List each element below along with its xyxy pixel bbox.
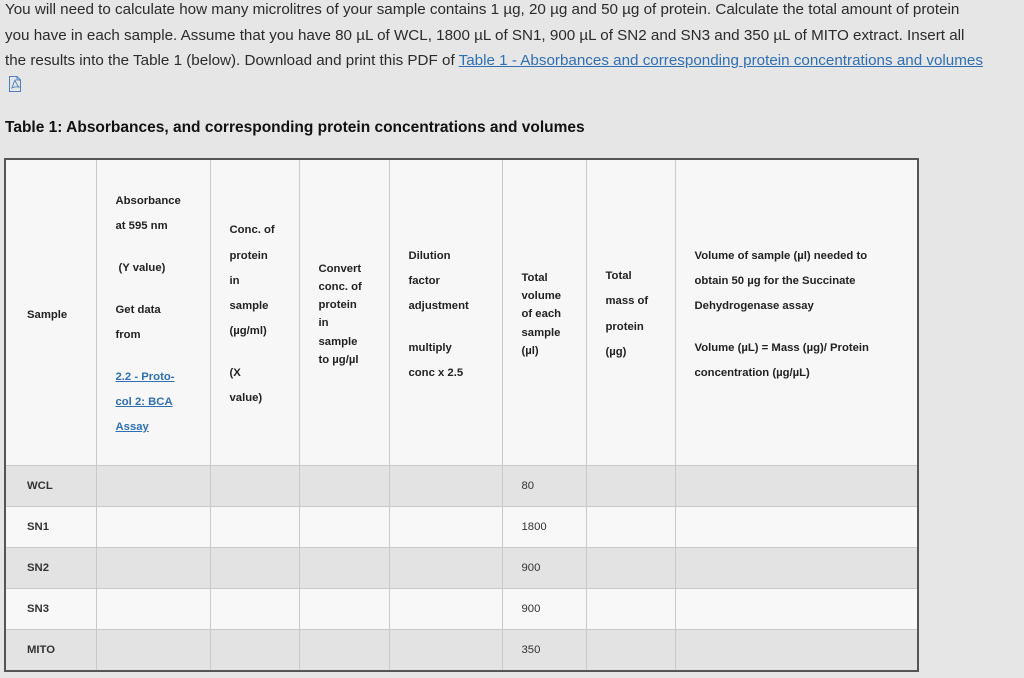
dilution-cell[interactable] <box>389 548 502 589</box>
pdf-file-icon[interactable] <box>8 76 22 92</box>
absorbance-cell[interactable] <box>96 589 210 630</box>
header-conc-line: (µg/ml) <box>229 325 267 337</box>
header-total-mass-line: mass of <box>605 295 649 307</box>
conc-cell[interactable] <box>210 466 299 507</box>
header-sample <box>5 159 96 466</box>
header-convert-line: Convert <box>318 263 362 275</box>
header-total-volume <box>502 159 586 466</box>
header-total-mass-line: Total <box>605 270 632 282</box>
dilution-cell[interactable] <box>389 630 502 672</box>
header-total-mass-line: protein <box>605 321 644 333</box>
total-mass-cell[interactable] <box>586 630 675 672</box>
header-absorbance-line: from <box>115 329 141 341</box>
header-row <box>5 159 918 466</box>
convert-cell[interactable] <box>299 548 389 589</box>
conc-cell[interactable] <box>210 589 299 630</box>
convert-cell[interactable] <box>299 589 389 630</box>
header-conc-line: protein <box>229 250 268 262</box>
volume-needed-cell[interactable] <box>675 507 918 548</box>
header-dilution-line: Dilution <box>408 250 451 262</box>
table-caption: Table 1: Absorbances, and corresponding protein concentrations and volumes <box>5 119 585 136</box>
conc-cell[interactable] <box>210 630 299 672</box>
bca-assay-link[interactable]: Assay <box>115 421 149 433</box>
header-volume-needed-line: Volume (µL) = Mass (µg)/ Protein <box>694 342 869 354</box>
dilution-cell[interactable] <box>389 589 502 630</box>
absorbance-cell[interactable] <box>96 466 210 507</box>
convert-cell[interactable] <box>299 466 389 507</box>
total-mass-cell[interactable] <box>586 589 675 630</box>
convert-cell[interactable] <box>299 507 389 548</box>
volume-needed-cell[interactable] <box>675 589 918 630</box>
table-row <box>5 507 918 548</box>
table-row <box>5 466 918 507</box>
header-dilution <box>389 159 502 466</box>
total-mass-cell[interactable] <box>586 507 675 548</box>
absorbance-cell[interactable] <box>96 548 210 589</box>
header-total-mass-line: (µg) <box>605 346 627 358</box>
total-mass-cell[interactable] <box>586 466 675 507</box>
header-absorbance-line: at 595 nm <box>115 220 168 232</box>
header-absorbance-line: (Y value) <box>118 262 166 274</box>
intro-line-3-text: the results into the Table 1 (below). Download and print this PDF of <box>5 52 455 69</box>
sample-cell: SN3 <box>5 589 96 630</box>
dilution-cell[interactable] <box>389 507 502 548</box>
bca-assay-link[interactable]: 2.2 - Proto- <box>115 371 175 383</box>
header-conc-line: value) <box>229 392 263 404</box>
header-convert-line: protein <box>318 299 357 311</box>
header-convert-line: conc. of <box>318 281 362 293</box>
total-mass-cell[interactable] <box>586 548 675 589</box>
header-total-volume-line: (µl) <box>521 345 539 357</box>
absorbance-cell[interactable] <box>96 507 210 548</box>
sample-cell: SN1 <box>5 507 96 548</box>
header-convert-line: in <box>318 317 329 329</box>
sample-cell: MITO <box>5 630 96 672</box>
convert-cell[interactable] <box>299 630 389 672</box>
dilution-cell[interactable] <box>389 466 502 507</box>
header-total-volume-line: sample <box>521 327 561 339</box>
header-dilution-line: factor <box>408 275 440 287</box>
total-volume-cell: 900 <box>502 589 586 630</box>
header-total-volume-line: volume <box>521 290 562 302</box>
protein-table <box>4 158 919 672</box>
header-conc-line: sample <box>229 300 269 312</box>
intro-line-3 <box>5 48 1021 74</box>
header-total-mass <box>586 159 675 466</box>
total-volume-cell: 350 <box>502 630 586 672</box>
total-volume-cell: 80 <box>502 466 586 507</box>
volume-needed-cell[interactable] <box>675 466 918 507</box>
header-volume-needed-line: obtain 50 µg for the Succinate <box>694 275 856 287</box>
header-total-volume-line: of each <box>521 308 562 320</box>
header-sample-label: Sample <box>27 309 68 321</box>
total-volume-cell: 900 <box>502 548 586 589</box>
header-absorbance <box>96 159 210 466</box>
header-conc-line: (X <box>229 367 241 379</box>
bca-assay-link[interactable]: col 2: BCA <box>115 396 173 408</box>
intro-line-1: You will need to calculate how many microlitres of your sample contains 1 µg, 20 µg and 50 µg of protein. Calculate the total amount of protein <box>5 1 960 18</box>
table-row <box>5 548 918 589</box>
intro-line-2: you have in each sample. Assume that you have 80 µL of WCL, 1800 µL of SN1, 900 µL of SN2 and SN3 and 350 µL of MITO extract. Insert all <box>5 26 965 44</box>
header-total-volume-line: Total <box>521 272 548 284</box>
header-volume-needed-line: concentration (µg/µL) <box>694 367 810 379</box>
table-1-pdf-link[interactable]: Table 1 - Absorbances and corresponding protein concentrations and volumes <box>458 52 983 69</box>
header-volume-needed-line: Volume of sample (µl) needed to <box>694 250 868 262</box>
intro-text <box>5 0 1021 74</box>
header-absorbance-line: Get data <box>115 304 161 316</box>
header-convert-line: sample <box>318 336 358 348</box>
volume-needed-cell[interactable] <box>675 548 918 589</box>
header-volume-needed-line: Dehydrogenase assay <box>694 300 814 312</box>
conc-cell[interactable] <box>210 507 299 548</box>
header-absorbance-line: Absorbance <box>115 195 181 207</box>
header-convert-line: to µg/µl <box>318 354 359 366</box>
header-convert <box>299 159 389 466</box>
header-conc-line: Conc. of <box>229 224 275 236</box>
sample-cell: WCL <box>5 466 96 507</box>
table-row <box>5 630 918 672</box>
sample-cell: SN2 <box>5 548 96 589</box>
header-dilution-line: adjustment <box>408 300 469 312</box>
header-dilution-line: conc x 2.5 <box>408 367 464 379</box>
header-conc <box>210 159 299 466</box>
header-conc-line: in <box>229 275 240 287</box>
table-row <box>5 589 918 630</box>
header-volume-needed <box>675 159 918 466</box>
total-volume-cell: 1800 <box>502 507 586 548</box>
header-dilution-line: multiply <box>408 342 452 354</box>
absorbance-cell[interactable] <box>96 630 210 672</box>
volume-needed-cell[interactable] <box>675 630 918 672</box>
conc-cell[interactable] <box>210 548 299 589</box>
